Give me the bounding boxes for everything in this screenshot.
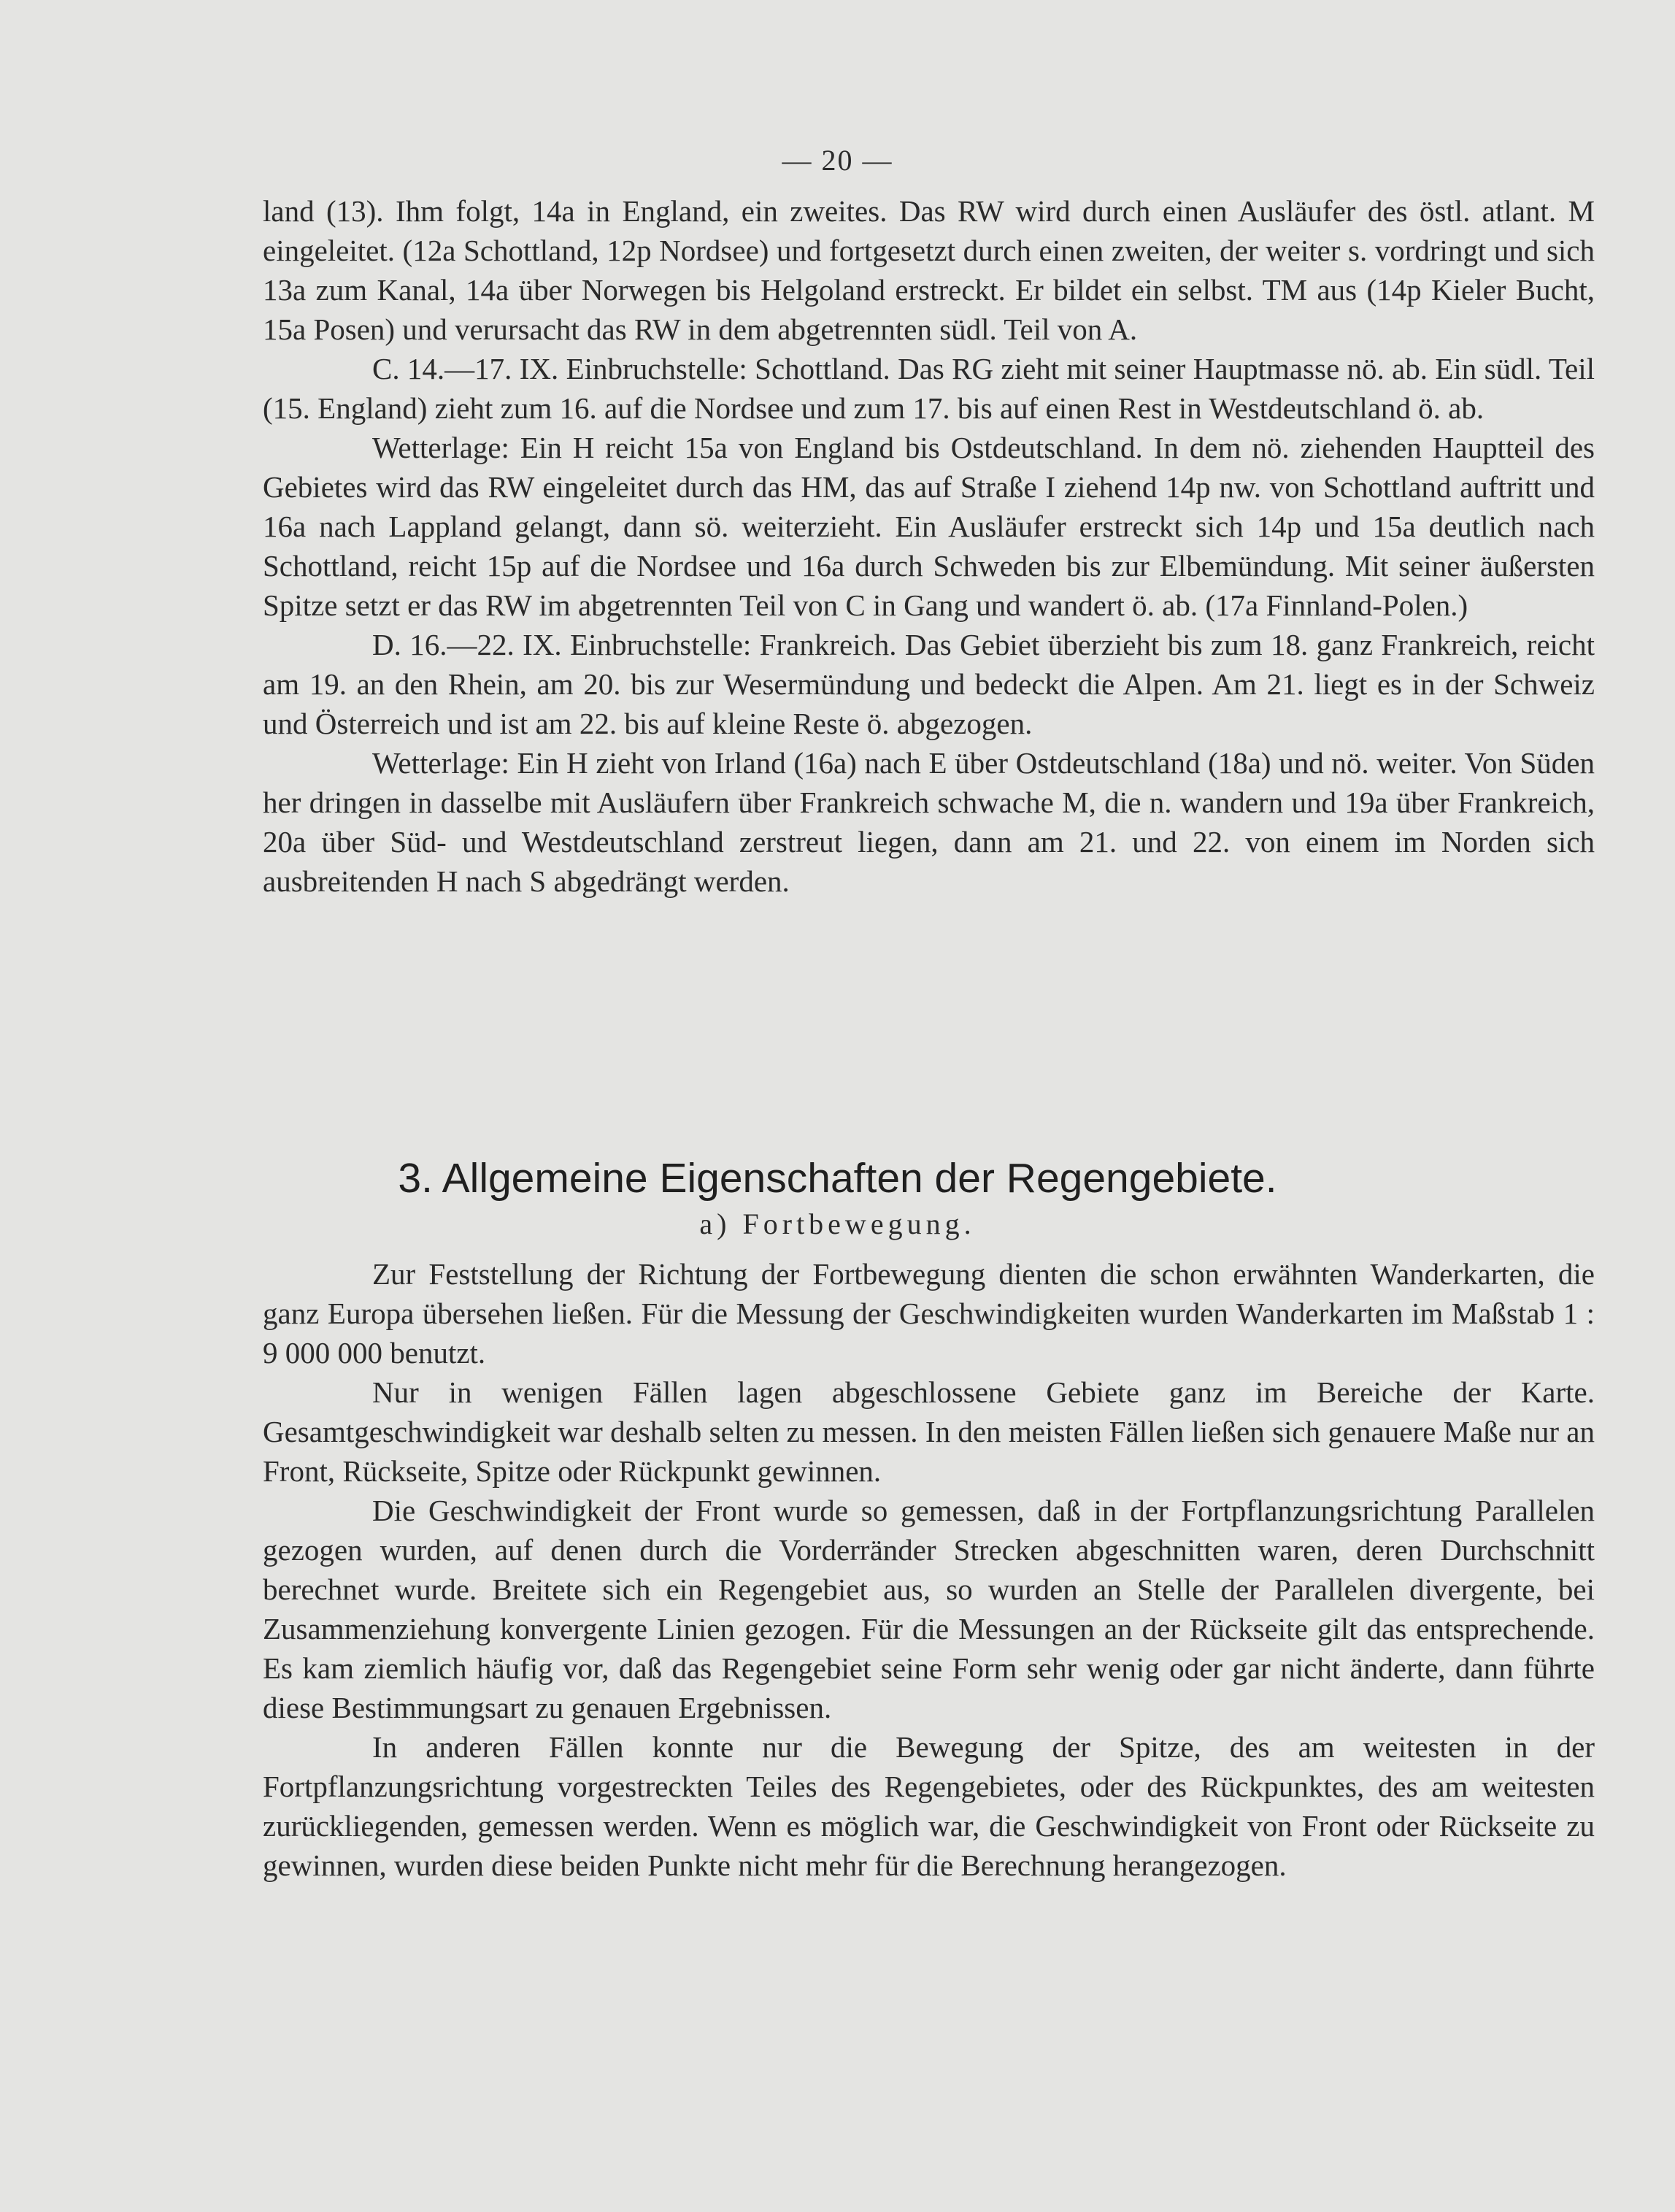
paragraph-case-c: C. 14.—17. IX. Einbruchstelle: Schottland. Das RG zieht mit seiner Hauptmasse nö. ab. Ein südl. Teil (15. England) zieht zum 16. auf die Nordsee und zum 17. bis auf einen Rest in Westdeutschland ö. ab. bbox=[263, 352, 1595, 425]
text-block-movement bbox=[263, 1254, 1595, 1885]
paragraph-movement-4: In anderen Fällen konnte nur die Bewegung der Spitze, des am weitesten in der Fortpflanzungsrichtung vorgestreckten Teiles des Regengebietes, oder des Rückpunktes, des am weitesten zurückliegenden, gemessen werden. Wenn es möglich war, die Geschwindigkeit von Front oder Rückseite zu gewinnen, wurden diese beiden Punkte nicht mehr für die Berechnung herangezogen. bbox=[263, 1730, 1595, 1882]
page-number: — 20 — bbox=[782, 144, 893, 177]
section-heading: 3. Allgemeine Eigenschaften der Regengebiete. bbox=[398, 1155, 1277, 1202]
paragraph-continuation: land (13). Ihm folgt, 14a in England, ein zweites. Das RW wird durch einen Ausläufer des östl. atlant. M eingeleitet. (12a Schottland, 12p Nordsee) und fortgesetzt durch einen zweiten, der weiter s. vordringt und sich 13a zum Kanal, 14a über Norwegen bis Helgoland erstreckt. Er bildet ein selbst. TM aus (14p Kieler Bucht, 15a Posen) und verursacht das RW in dem abgetrennten südl. Teil von A. bbox=[263, 194, 1595, 346]
text-block-weather-cases bbox=[263, 191, 1595, 901]
paragraph-case-d-weather: Wetterlage: Ein H zieht von Irland (16a) nach E über Ostdeutschland (18a) und nö. weiter. Von Süden her dringen in dasselbe mit Ausläufern über Frankreich schwache M, die n. wandern und 19a über Frankreich, 20a über Süd- und Westdeutschland zerstreut liegen, dann am 21. und 22. von einem im Norden sich ausbreitenden H nach S abgedrängt werden. bbox=[263, 746, 1595, 898]
paragraph-case-d: D. 16.—22. IX. Einbruchstelle: Frankreich. Das Gebiet überzieht bis zum 18. ganz Frankreich, reicht am 19. an den Rhein, am 20. bis zur Wesermündung und bedeckt die Alpen. Am 21. liegt es in der Schweiz und Österreich und ist am 22. bis auf kleine Reste ö. abgezogen. bbox=[263, 628, 1595, 740]
paragraph-movement-1: Zur Feststellung der Richtung der Fortbewegung dienten die schon erwähnten Wanderkarten, die ganz Europa übersehen ließen. Für die Messung der Geschwindigkeiten wurden Wanderkarten im Maßstab 1 : 9 000 000 benutzt. bbox=[263, 1257, 1595, 1370]
paragraph-case-c-weather: Wetterlage: Ein H reicht 15a von England bis Ostdeutschland. In dem nö. ziehenden Hauptteil des Gebietes wird das RW eingeleitet durch das HM, das auf Straße I ziehend 14p nw. von Schottland auftritt und 16a nach Lappland gelangt, dann sö. weiterzieht. Ein Ausläufer erstreckt sich 14p und 15a deutlich nach Schottland, reicht 15p auf die Nordsee und 16a durch Schweden bis zur Elbemündung. Mit seiner äußersten Spitze setzt er das RW im abgetrennten Teil von C in Gang und wandert ö. ab. (17a Finnland-Polen.) bbox=[263, 431, 1595, 622]
paragraph-movement-2: Nur in wenigen Fällen lagen abgeschlossene Gebiete ganz im Bereiche der Karte. Gesamtgeschwindigkeit war deshalb selten zu messen. In den meisten Fällen ließen sich genauere Maße nur an Front, Rückseite, Spitze oder Rückpunkt gewinnen. bbox=[263, 1375, 1595, 1488]
section-subheading: a) Fortbewegung. bbox=[699, 1207, 976, 1240]
paragraph-movement-3: Die Geschwindigkeit der Front wurde so gemessen, daß in der Fortpflanzungsrichtung Parallelen gezogen wurden, auf denen durch die Vorderränder Strecken abgeschnitten waren, deren Durchschnitt berechnet wurde. Breitete sich ein Regengebiet aus, so wurden an Stelle der Parallelen divergente, bei Zusammenziehung konvergente Linien gezogen. Für die Messungen an der Rückseite gilt das entsprechende. Es kam ziemlich häufig vor, daß das Regengebiet seine Form sehr wenig oder gar nicht änderte, dann führte diese Bestimmungsart zu genauen Ergebnissen. bbox=[263, 1494, 1595, 1724]
